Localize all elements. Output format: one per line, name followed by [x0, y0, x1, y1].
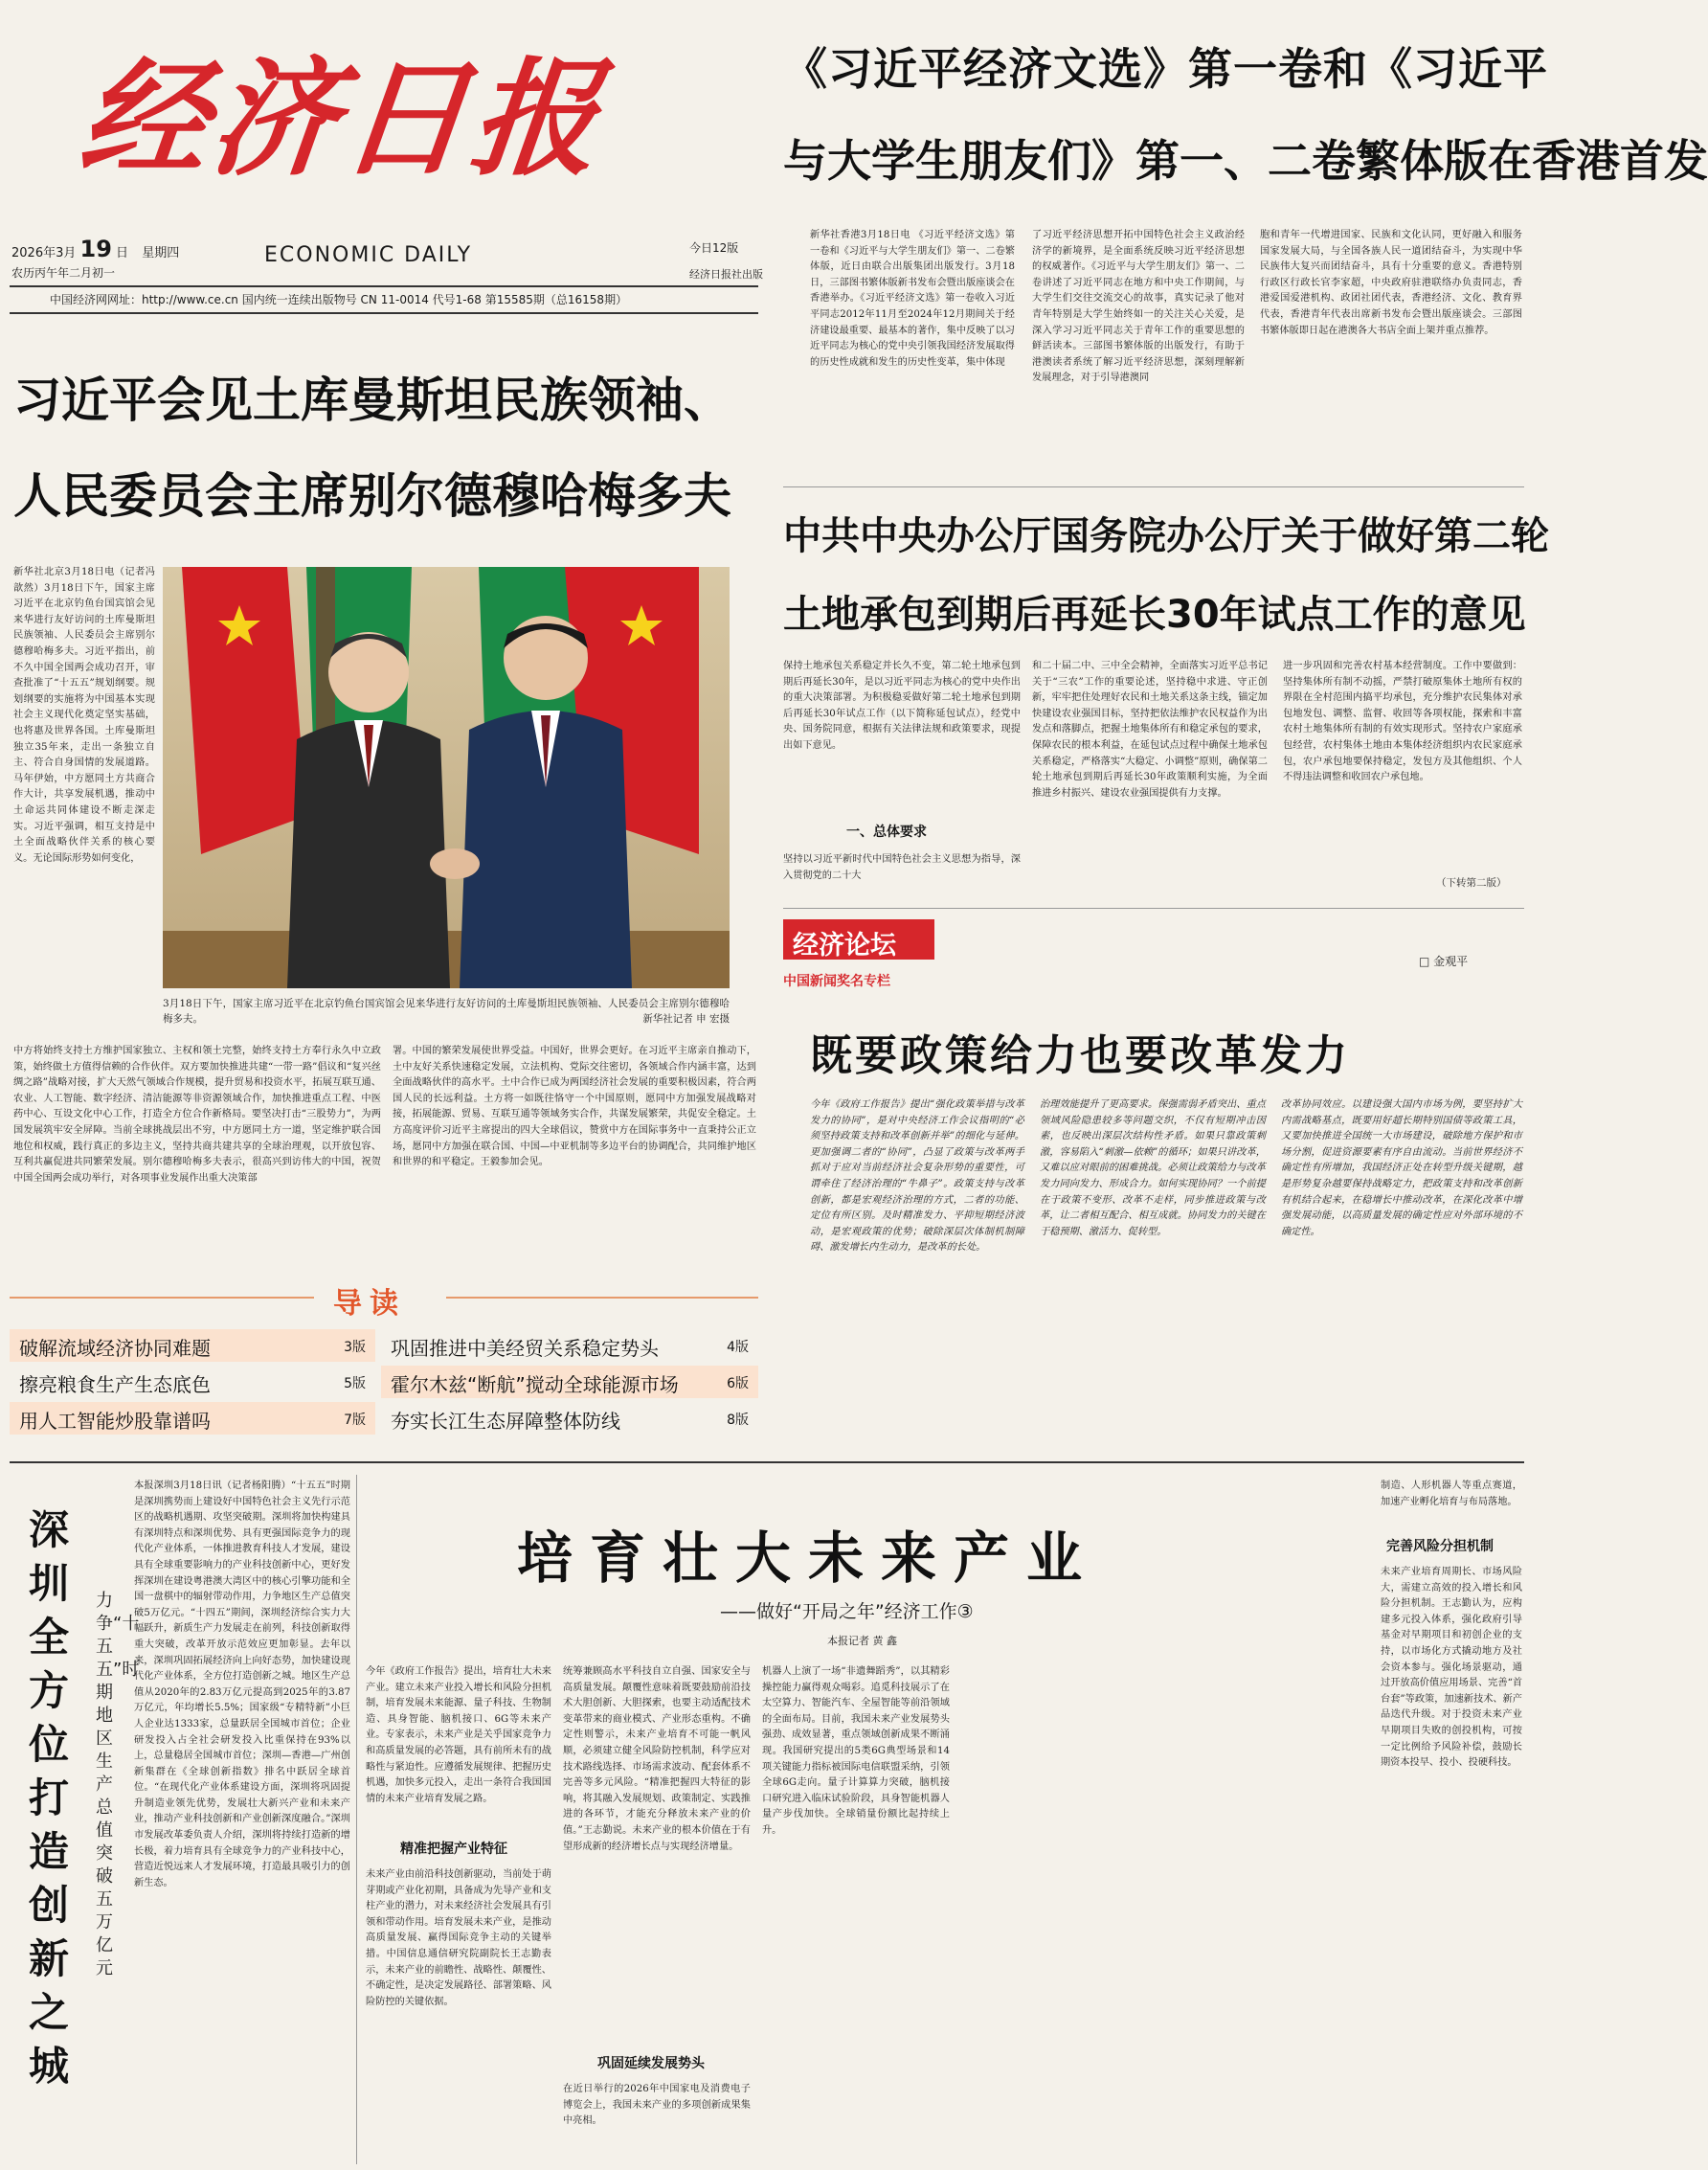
future-col-1b: 未来产业由前沿科技创新驱动，当前处于萌芽期或产业化初期，具备成为先导产业和支柱产业的潜力，对未来经济社会发展具有引领和带动作用。培育发展未来产业，是推动高质量发展、赢得国际竞争主动的关键举措。中国信息通信研究院副院长王志勤表示，未来产业的前瞻性、战略性、颠覆性、不确定性，是决定发展路径、部署策略、风险防控的关键依据。 [366, 1869, 551, 2007]
forum-col-3: 改革协同效应。以建设强大国内市场为例，要坚持扩大内需战略基点，既要用好超长期特别国债等政策工具，又要加快推进全国统一大市场建设，破除地方保护和市场分割，促进资源要素有序自由流动。当前世界经济不确定性有所增加，我国经济正处在转型升级关键期，越是形势复杂越要保持战略定力，把政策支持和改革创新有机结合起来，在稳增长中推动改革，在深化改革中增强发展动能，以高质量发展的确定性应对外部环境的不确定性。 [1281, 1099, 1522, 1237]
forum-col-1: 今年《政府工作报告》提出“强化政策举措与改革发力的协同”，是对中央经济工作会议指明的“必须坚持政策支持和改革创新并举”的细化与延伸。更加强调二者的“协同”，凸显了政策与改革两手抓对于应对当前经济社会复杂形势的重要性，可谓牵住了经济治理的“牛鼻子”。政策支持与改革创新，都是宏观经济治理的方式，二者的功能、定位有所区别。及时精准发力、平抑短期经济波动，是宏观政策的优势；破除深层次体制机制障碍、激发增长内生动力，是改革的长处。 [810, 1099, 1024, 1254]
newspaper-logo[interactable] [73, 17, 618, 228]
top-story-col-2: 了习近平经济思想开拓中国特色社会主义政治经济学的新境界，是全面系统反映习近平经济思想的权威著作。《习近平与大学生朋友们》第一、二卷讲述了习近平同志在地方和中央工作期间，与大学生们交往交流交心的故事，真实记录了他对青年特别是大学生始终如一的关注关心关爱，是深入学习习近平同志关于青年工作的重要思想的鲜活读本。三部图书繁体版的出版发行，有助于港澳读者系统了解习近平经济思想，深刻理解新发展理念，对于引导港澳同 [1032, 230, 1245, 384]
photo-caption: 3月18日下午，国家主席习近平在北京钓鱼台国宾馆会见来华进行友好访问的土库曼斯坦民族领袖、人民委员会主席别尔德穆哈梅多夫。 新华社记者 申 宏摄 [163, 998, 730, 1025]
info-line: 中国经济网网址：http://www.ce.cn 国内统一连续出版物号 CN 11-0014 代号1-68 第15585期（总16158期） [50, 293, 628, 306]
lead-title-1[interactable]: 习近平会见土库曼斯坦民族领袖、 [13, 373, 731, 428]
policy-col-1: 保持土地承包关系稳定并长久不变，第二轮土地承包到期后再延长30年，是以习近平同志为核心的党中央作出的重大决策部署。为积极稳妥做好第二轮土地承包到期后再延长30年试点工作（以下简称延包试点），经党中央、国务院同意，根据有关法律法规和政策要求，现提出如下意见。 [783, 661, 1021, 751]
future-col-3: 机器人上演了一场“非遗舞蹈秀”，以其精彩操控能力赢得观众喝彩。追觅科技展示了在太空算力、智能汽车、全屋智能等前沿领域的全面布局。目前，我国未来产业发展势头强劲、成效显著，重点领域创新成果不断涌现。我国研究提出的5类6G典型场景和14项关键能力指标被国际电信联盟采纳，引领全球6G走向。量子计算算力突破，脑机接口研究进入临床试验阶段，具身智能机器人量产步伐加快。全球销量份额比起持续上升。 [762, 1666, 950, 1836]
forum-title[interactable]: 既要政策给力也要改革发力 [810, 1031, 1350, 1080]
guide-item[interactable]: 巩固推进中美经贸关系稳定势头 4版 [391, 1337, 749, 1360]
forum-subtitle: 中国新闻奖名专栏 [783, 974, 890, 989]
future-byline: 本报记者 黄 鑫 [827, 1635, 897, 1647]
guide-item[interactable]: 霍尔木兹“断航”搅动全球能源市场 6版 [381, 1366, 758, 1398]
photo-credit: 新华社记者 申 宏摄 [642, 1013, 730, 1025]
future-title[interactable]: 培育壮大未来产业 [517, 1526, 1100, 1591]
future-col-2: 统筹兼顾高水平科技自立自强、国家安全与高质量发展。颠覆性意味着既要鼓励前沿技术大胆创新、大胆探索，也要主动适配技术变革带来的商业模式、产业形态重构。不确定性则警示，未来产业培育不可能一帆风顺，必须建立健全风险防控机制，科学应对技术路线选择、市场需求波动、配套体系不完善等多元风险。“精准把握四大特征的影响，将其融入发展规划、政策制定、实践推进的各环节，才能充分释放未来产业的价值。”王志勤说。未来产业的根本价值在于有望形成新的经济增长点与实现经济增量。 [563, 1666, 751, 1852]
lead-bottom-col-2: 署。中国的繁荣发展使世界受益。中国好，世界会更好。在习近平主席亲自推动下，土中友好关系快速稳定发展，立法机构、党际交往密切，各领域合作内涵丰富，达到全面战略伙伴的高水平。土中合作已成为两国经济社会发展的重要积极因素，符合两国人民的长远利益。土方将一如既往恪守一个中国原则，愿同中方加强发展战略对接，拓展能源、贸易、互联互通等领域务实合作，共谋发展繁荣，共促安全稳定。土方高度评价习近平主席提出的四大全球倡议，赞赏中方在国际事务中一直秉持公正立场，愿同中方加强在联合国、中国—中亚机制等多边平台的协调配合，共同维护地区和世界的和平稳定。王毅参加会见。 [393, 1046, 756, 1168]
policy-section-heading: 一、总体要求 [846, 825, 927, 840]
guide-item[interactable]: 用人工智能炒股靠谱吗 7版 [10, 1402, 375, 1435]
issue-date: 2026年3月 19 日 星期四 [11, 236, 180, 262]
issue-day: 19 [79, 236, 112, 262]
publisher: 经济日报社出版 [689, 268, 763, 281]
page-count: 今日12版 [689, 241, 739, 255]
lead-col-1: 新华社北京3月18日电（记者冯歆然）3月18日下午，国家主席习近平在北京钓鱼台国宾馆会见来华进行友好访问的土库曼斯坦民族领袖、人民委员会主席别尔德穆哈梅多夫。习近平指出，前不久中国全国两会成功召开，审查批准了“十五五”规划纲要。规划纲要的实施将为中国基本实现社会主义现代化奠定坚实基础，也将惠及世界各国。土库曼斯坦独立35年来，走出一条独立自主、符合自身国情的发展道路。马年伊始，中方愿同土方共商合作大计，共享发展机遇，推动中土命运共同体建设不断走深走实。习近平强调，相互支持是中土全面战略伙伴关系的核心要义。无论国际形势如何变化， [13, 567, 155, 864]
future-col-1: 今年《政府工作报告》提出，培育壮大未来产业。建立未来产业投入增长和风险分担机制，培育发展未来能源、量子科技、生物制造、具身智能、脑机接口、6G等未来产业。专家表示，未来产业是关乎国家竞争力和高质量发展的必答题，具有前所未有的战略性与紧迫性。应遵循发展规律、把握历史机遇，加快多元投入，走出一条符合我国国情的未来产业培育发展之路。 [366, 1666, 551, 1804]
top-story-col-1: 新华社香港3月18日电 《习近平经济文选》第一卷和《习近平与大学生朋友们》第一、二卷繁体版，近日由联合出版集团出版发行。3月18日，三部图书繁体版新书发布会暨出版座谈会在香港举办。《习近平经济文选》第一卷收入习近平同志2012年11月至2024年12月期间关于经济建设最重要、最基本的著作，集中反映了以习近平同志为核心的党中央引领我国经济发展取得的历史性成就和发生的历史性变革，集中体现 [810, 230, 1015, 368]
logo-text: 经济日报 [73, 45, 610, 193]
guide-item[interactable]: 破解流域经济协同难题 3版 [10, 1329, 375, 1362]
forum-byline: □ 金观平 [1419, 955, 1469, 968]
meeting-photo [163, 567, 730, 988]
lead-title-2[interactable]: 人民委员会主席别尔德穆哈梅多夫 [13, 468, 731, 524]
shenzhen-col-1: 本报深圳3月18日讯（记者杨阳腾）“十五五”时期是深圳携势而上建设好中国特色社会主义先行示范区的战略机遇期、攻坚突破期。深圳将加快构建具有深圳特点和深圳优势、具有更强国际竞争力的现代化产业体系，一体推进教育科技人才发展，建设具有全球重要影响力的产业科技创新中心，更好发挥深圳在建设粤港澳大湾区中的核心引擎功能和全国一盘棋中的辐射带动作用，力争地区生产总值突破5万亿元。“十四五”期间，深圳经济综合实力大幅跃升，新质生产力发展走在前列，科技创新取得重大突破，改革开放示范效应更加彰显。去年以来，深圳巩固拓展经济向上向好态势，加快建设现代化产业体系，全方位打造创新之城。地区生产总值从2020年的2.83万亿元提高到2025年的3.87万亿元，年均增长5.5%；国家级“专精特新”小巨人企业达1333家，总量跃居全国城市首位；企业研发投入占全社会研发投入比重保持在93%以上，总量稳居全国城市首位；深圳—香港—广州创新集群在《全球创新指数》排名中跃居全球首位。“在现代化产业体系建设方面，深圳将巩固提升制造业领先优势，发展壮大新兴产业和未来产业，推动产业科技创新和产业创新深度融合。”深圳市发展改革委负责人介绍，深圳将持续打造新的增长极，着力培育具有全球竞争力的产业科技中心，营造近悦远来人才发展环境，打造最具吸引力的创新生态。 [134, 1481, 350, 1888]
guide-item[interactable]: 擦亮粮食生产生态底色 5版 [19, 1373, 366, 1396]
future-heading-1: 精准把握产业特征 [400, 1842, 507, 1857]
future-heading-3: 完善风险分担机制 [1386, 1539, 1494, 1554]
policy-continued: （下转第二版） [1436, 877, 1507, 889]
english-name: ECONOMIC DAILY [264, 243, 473, 267]
top-story-title-1[interactable]: 《习近平经济文选》第一卷和《习近平 [783, 43, 1548, 95]
guide-title: 导读 [333, 1287, 406, 1321]
forum-col-2: 治理效能提升了更高要求。保强需弱矛盾突出、重点领域风险隐患较多等问题交织，不仅有短期冲击因素，也反映出深层次结构性矛盾。如果只靠政策刺激，容易陷入“刺激—依赖”的循环；如果只讲改革，又难以应对眼前的困难挑战。必须让政策给力与改革发力同向发力、形成合力。如何实现协同？一个前提在于政策不变形、改革不走样，同步推进政策与改革，让二者相互配合、相互成就。协同发力的关键在于稳预期、激活力、促转型。 [1040, 1099, 1266, 1237]
policy-col-1b: 坚持以习近平新时代中国特色社会主义思想为指导，深入贯彻党的二十大 [783, 854, 1021, 881]
china-flag-left [182, 567, 306, 854]
lead-photo[interactable] [163, 567, 730, 988]
shenzhen-title[interactable]: 深圳全方位打造创新之城 [29, 1506, 70, 2090]
policy-col-3: 进一步巩固和完善农村基本经营制度。工作中要做到：坚持集体所有制不动摇，严禁打破原集体土地所有权的界限在全村范围内搞平均承包，充分维护农民集体对承包地发包、调整、监督、收回等各项权能，探索和丰富农村土地集体所有制的有效实现形式。坚持农户家庭承包经营，农村集体土地由本集体经济组织内农民家庭承包，农户承包地要保持稳定，发包方及其他组织、个人不得违法调整和收回农户承包地。 [1283, 661, 1522, 783]
future-col-2b: 在近日举行的2026年中国家电及消费电子博览会上，我国未来产业的多项创新成果集中亮相。 [563, 2084, 751, 2127]
lead-bottom-col-1: 中方将始终支持土方维护国家独立、主权和领土完整，始终支持土方奉行永久中立政策，始终做土方值得信赖的合作伙伴。双方要加快推进共建“一带一路”倡议和“复兴丝绸之路”战略对接，扩大天然气领域合作规模，提升贸易和投资水平，拓展互联互通、农业、人工智能、数字经济、清洁能源等非资源领域合作，加快推进重点工程、中医药中心、互设文化中心工作，打造全方位合作新格局。要坚决打击“三股势力”，为两国发展筑牢安全屏障。当前全球挑战层出不穷，中方愿同土方一道，坚定维护联合国地位和权威，践行真正的多边主义，坚持共商共建共享的全球治理观，以开放包容、互利共赢促进共同繁荣发展。别尔德穆哈梅多夫表示，很高兴到访伟大的中国，祝贺中国全国两会成功举行，对各项事业发展作出重大决策部 [13, 1046, 381, 1184]
top-story-title-2[interactable]: 与大学生朋友们》第一、二卷繁体版在香港首发 [783, 135, 1708, 187]
guide-item[interactable]: 夯实长江生态屏障整体防线 8版 [391, 1410, 749, 1433]
forum-logo: 经济论坛 [783, 919, 934, 960]
handshake [430, 848, 480, 879]
future-col-4b: 未来产业培育周期长、市场风险大，需建立高效的投入增长和风险分担机制。王志勤认为，应构建多元投入体系，强化政府引导基金对早期项目和初创企业的支持，以市场化方式撬动地方及社会资本参与。强化场景驱动，通过开放高价值应用场景、完善“首台套”等政策，加速新技术、新产品迭代升级。对于投资未来产业早期项目失败的创投机构，可按一定比例给予风险补偿，鼓励长期资本投早、投小、投硬科技。 [1381, 1567, 1522, 1769]
future-heading-2: 巩固延续发展势头 [597, 2056, 705, 2071]
shenzhen-subtitle: 力争“十五五”时期地区生产总值突破五万亿元 [96, 1591, 140, 1978]
policy-title-2[interactable]: 土地承包到期后再延长30年试点工作的意见 [783, 593, 1526, 637]
future-col-4: 制造、人形机器人等重点赛道，加速产业孵化培育与布局落地。 [1381, 1481, 1522, 1507]
top-story-col-3: 胞和青年一代增进国家、民族和文化认同，更好融入和服务国家发展大局，与全国各族人民一道团结奋斗，为实现中华民族伟大复兴而团结奋斗，具有十分重要的意义。香港特别行政区行政长官李家超，中央政府驻港联络办负责同志，香港爱国爱港机构、政团社团代表，香港经济、文化、教育界代表，香港青年代表出席新书发布会暨出版座谈会。三部图书繁体版即日起在港澳各大书店全面上架并重点推荐。 [1260, 230, 1522, 336]
policy-title-1[interactable]: 中共中央办公厅国务院办公厅关于做好第二轮 [783, 514, 1549, 558]
policy-col-2: 和二十届二中、三中全会精神，全面落实习近平总书记关于“三农”工作的重要论述，坚持稳中求进、守正创新，牢牢把住处理好农民和土地关系这条主线，锚定加快建设农业强国目标，坚持把依法维护农民权益作为出发点和落脚点，把握土地集体所有和稳定承包的要求，保障农民的根本利益，在延包试点过程中确保土地承包关系稳定，严格落实“大稳定、小调整”原则，确保第二轮土地承包到期后再延长30年政策顺利实施，为全面推进乡村振兴、建设农业强国提供有力支撑。 [1032, 661, 1268, 799]
lunar-date: 农历丙午年二月初一 [11, 266, 116, 280]
future-subtitle: ——做好“开局之年”经济工作③ [720, 1601, 974, 1622]
